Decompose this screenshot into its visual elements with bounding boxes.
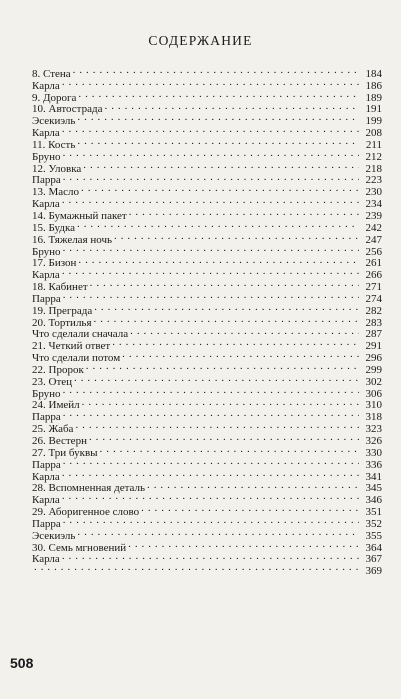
toc-entry-title: Парра (32, 517, 61, 530)
toc-dot-leader (73, 65, 359, 77)
toc-entry-title: 14. Бумажный пакет (32, 209, 127, 222)
toc-entry-title: Карла (32, 553, 60, 566)
toc-entry-title: Парра (32, 174, 61, 187)
toc-dot-leader (63, 243, 359, 255)
toc-entry (32, 112, 382, 128)
toc-dot-leader (63, 172, 359, 184)
toc-dot-leader (81, 183, 359, 195)
toc-entry-page: 283 (365, 316, 382, 329)
toc-entry-title: Бруно (32, 387, 61, 400)
toc-entry-page: 369 (365, 565, 382, 578)
toc-entry-title: Эсекиэль (32, 529, 76, 542)
toc-entry (32, 89, 382, 104)
toc-dot-leader (112, 337, 359, 349)
toc-entry-page: 186 (365, 79, 382, 92)
toc-entry-page: 302 (365, 375, 382, 388)
toc-entry-title: Бруно (32, 245, 61, 258)
toc-dot-leader (78, 89, 359, 101)
toc-entry (32, 491, 382, 507)
toc-entry-title: Карла (32, 198, 60, 211)
toc-dot-leader (90, 278, 359, 290)
toc-entry-title: 30. Семь мгновений (32, 541, 127, 554)
toc-entry-page: 261 (365, 257, 382, 270)
toc-dot-leader (63, 385, 359, 397)
toc-entry-title: Карла (32, 470, 60, 483)
toc-dot-leader (63, 515, 359, 527)
toc-entry-title: 22. Пророк (32, 363, 84, 376)
toc-dot-leader (62, 491, 359, 503)
toc-entry-title: Что сделали потом (32, 352, 121, 365)
toc-dot-leader (82, 397, 359, 409)
toc-entry-page: 189 (365, 91, 382, 104)
toc-entry (32, 302, 382, 317)
toc-dot-leader (105, 101, 360, 113)
toc-entry (32, 385, 382, 400)
toc-entry-page: 291 (365, 340, 382, 353)
toc-dot-leader (100, 444, 359, 456)
toc-entry-page: 199 (365, 115, 382, 128)
toc-entry-title: 24. Имейл (32, 399, 80, 412)
toc-entry-title: Эсекиэль (32, 115, 76, 128)
toc-entry-page: 256 (365, 245, 382, 258)
toc-entry-page: 211 (365, 138, 382, 151)
toc-entry (32, 255, 382, 270)
toc-entry-page: 341 (365, 470, 382, 483)
toc-entry-page: 242 (365, 221, 382, 234)
toc-entry (32, 456, 382, 471)
toc-entry-page: 212 (365, 150, 382, 163)
toc-entry-page: 266 (365, 269, 382, 282)
toc-entry-page: 282 (365, 304, 382, 317)
toc-entry-page: 318 (365, 411, 382, 424)
toc-entry (32, 243, 382, 258)
toc-entry-title: 29. Аборигенное слово (32, 506, 140, 519)
table-of-contents (32, 65, 382, 578)
toc-entry-page: 299 (365, 363, 382, 376)
toc-dot-leader (86, 361, 359, 373)
toc-entry-title: 20. Тортилья (32, 316, 92, 329)
toc-entry (32, 539, 382, 554)
toc-entry-title: Парра (32, 411, 61, 424)
toc-entry (32, 373, 382, 388)
toc-entry-page: 323 (365, 423, 382, 436)
toc-entry (32, 65, 382, 80)
toc-entry (32, 562, 382, 578)
toc-entry-title: Карла (32, 269, 60, 282)
toc-dot-leader (83, 160, 359, 172)
toc-dot-leader (62, 124, 359, 136)
toc-entry-title: 26. Вестерн (32, 435, 87, 447)
toc-entry (32, 515, 382, 530)
toc-dot-leader (62, 195, 359, 207)
toc-entry (32, 148, 382, 163)
toc-entry (32, 480, 382, 495)
toc-dot-leader (63, 408, 359, 420)
toc-entry (32, 290, 382, 305)
toc-entry-page: 223 (365, 174, 382, 187)
toc-entry-title: Карла (32, 127, 60, 140)
toc-entry-title: 11. Кость (32, 138, 76, 151)
toc-entry-page: 218 (365, 162, 382, 175)
toc-entry-title: 19. Преграда (32, 304, 93, 317)
toc-dot-leader (78, 255, 359, 267)
toc-entry-page: 287 (365, 328, 382, 341)
toc-dot-leader (114, 231, 359, 243)
toc-dot-leader (62, 266, 359, 278)
toc-entry-title: 27. Три буквы (32, 446, 98, 459)
toc-entry-page: 367 (365, 553, 382, 566)
toc-entry-page: 364 (365, 541, 382, 554)
toc-entry-page: 239 (365, 209, 382, 222)
toc-entry-page: 191 (365, 103, 382, 116)
toc-entry-page: 208 (365, 127, 382, 140)
toc-dot-leader (62, 551, 359, 563)
toc-entry-page: 271 (365, 281, 382, 294)
toc-entry-title: 21. Четкий ответ (32, 340, 111, 353)
toc-entry (32, 101, 382, 116)
toc-entry (32, 266, 382, 282)
toc-entry-title: 13. Масло (32, 186, 80, 199)
toc-dot-leader (63, 290, 359, 302)
toc-dot-leader (34, 562, 359, 574)
toc-entry (32, 195, 382, 211)
toc-entry (32, 160, 382, 175)
toc-entry-page: 352 (365, 517, 382, 530)
toc-dot-leader (62, 468, 359, 480)
toc-dot-leader (77, 219, 359, 231)
toc-entry (32, 207, 382, 222)
toc-dot-leader (147, 480, 359, 492)
toc-entry (32, 503, 382, 519)
toc-entry-page: 234 (365, 198, 382, 211)
toc-entry-page: 346 (365, 494, 382, 507)
toc-entry (32, 278, 382, 294)
toc-dot-leader (128, 539, 359, 551)
toc-dot-leader (89, 432, 359, 444)
toc-entry-title: Парра (32, 292, 61, 305)
toc-dot-leader (63, 456, 359, 468)
toc-entry (32, 136, 382, 151)
toc-dot-leader (130, 326, 359, 338)
toc-entry-title: 17. Бизон (32, 257, 77, 270)
toc-entry-page: 296 (365, 352, 382, 365)
toc-dot-leader (94, 302, 359, 314)
toc-entry (32, 432, 382, 447)
toc-entry-title: Карла (32, 494, 60, 507)
toc-entry-title: 10. Автострада (32, 103, 103, 116)
toc-entry-page: 336 (365, 458, 382, 471)
toc-entry (32, 397, 382, 412)
page-title: СОДЕРЖАНИЕ (148, 33, 253, 48)
toc-entry (32, 551, 382, 566)
toc-dot-leader (62, 77, 359, 89)
toc-entry (32, 231, 382, 246)
page-number: 508 (10, 655, 34, 671)
toc-dot-leader (122, 349, 359, 361)
toc-entry-title: 28. Вспомненная деталь (32, 482, 145, 495)
toc-entry-page: 345 (365, 482, 382, 495)
toc-dot-leader (94, 314, 359, 326)
toc-entry-title: 8. Стена (32, 67, 71, 80)
toc-dot-leader (75, 420, 359, 432)
toc-dot-leader (129, 207, 359, 219)
toc-entry-page: 330 (365, 446, 382, 459)
toc-entry (32, 527, 382, 542)
toc-entry (32, 183, 382, 199)
toc-entry-title: 16. Тяжелая ночь (32, 233, 113, 246)
toc-entry-page: 355 (365, 529, 382, 542)
toc-entry (32, 172, 382, 187)
toc-entry (32, 219, 382, 234)
toc-dot-leader (74, 373, 359, 385)
toc-entry-title: 15. Будка (32, 221, 76, 234)
toc-entry-page: 184 (365, 67, 382, 80)
toc-dot-leader (77, 136, 359, 148)
toc-entry-page: 326 (365, 435, 382, 447)
toc-entry (32, 420, 382, 436)
toc-entry-title: 23. Отец (32, 375, 73, 388)
toc-dot-leader (77, 112, 359, 124)
toc-entry-page: 230 (365, 186, 382, 199)
toc-entry-page: 306 (365, 387, 382, 400)
toc-entry-title: 9. Дорога (32, 91, 77, 104)
toc-entry-title: Карла (32, 79, 60, 92)
toc-entry-page: 247 (365, 233, 382, 246)
toc-entry-title: Бруно (32, 150, 61, 163)
toc-entry (32, 77, 382, 92)
toc-entry (32, 468, 382, 483)
toc-dot-leader (63, 148, 359, 160)
toc-dot-leader (77, 527, 359, 539)
toc-entry-page: 310 (365, 399, 382, 412)
toc-entry (32, 124, 382, 140)
toc-entry (32, 408, 382, 424)
toc-entry-title: Что сделали сначала (32, 328, 129, 341)
toc-entry-page: 274 (365, 292, 382, 305)
toc-dot-leader (141, 503, 359, 515)
toc-entry-title: Парра (32, 458, 61, 471)
toc-entry-title: 25. Жаба (32, 423, 74, 436)
toc-entry-title: 12. Уловка (32, 162, 82, 175)
toc-entry-page: 351 (365, 506, 382, 519)
toc-entry-title: 18. Кабинет (32, 281, 88, 294)
